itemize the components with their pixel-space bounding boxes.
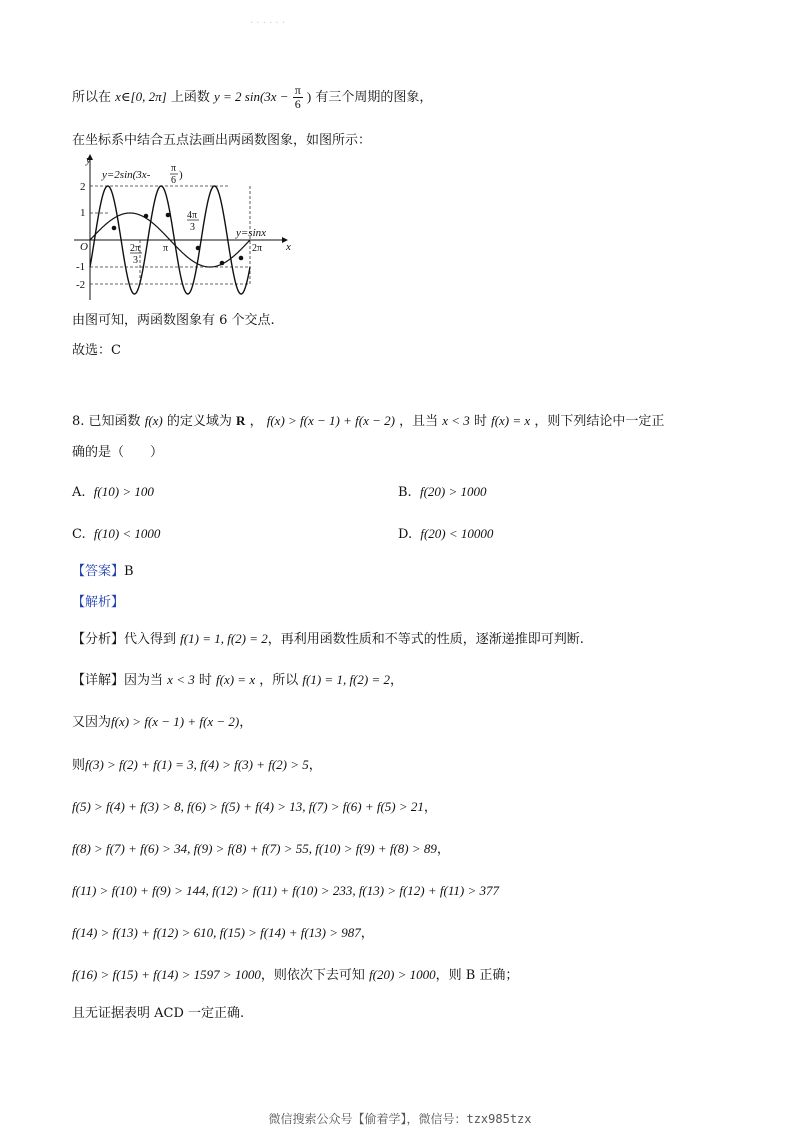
intro-close: ): [306, 89, 312, 104]
intro-prefix: 所以在: [72, 90, 112, 105]
question-condition: x < 3: [442, 413, 470, 428]
intersection-point: [166, 213, 171, 218]
option-c: [72, 525, 160, 544]
intro-line-1: [72, 84, 432, 111]
function-graph: [70, 152, 290, 302]
xiangjie-expr: f(1) = 1, f(2) = 2: [302, 672, 390, 687]
option-c-letter: C.: [72, 527, 86, 542]
fenxi-text-b: ，再利用函数性质和不等式的性质，逐渐递推即可判断.: [267, 632, 584, 647]
option-d: [398, 525, 493, 544]
step-prefix: 则: [72, 758, 86, 773]
curve1-label-num: π: [171, 163, 177, 174]
intro-fraction: [293, 84, 303, 111]
step-expr: f(3) > f(2) + f(1) = 3, f(4) > f(3) + f(2) > 5: [85, 757, 309, 772]
option-a: [72, 483, 154, 502]
xiangjie-eq: f(x) = x: [216, 672, 256, 687]
x-tick-4pi3-num: 4π: [187, 210, 198, 221]
xiangjie-text-d: ，: [390, 673, 404, 688]
x-tick-pi: π: [163, 243, 169, 254]
step-expr: f(x) > f(x − 1) + f(x − 2): [111, 714, 240, 729]
question-8-line-2: 确的是（ ）: [72, 445, 164, 460]
intro-domain-math: x∈[0, 2π]: [115, 89, 167, 104]
fenxi-line: [72, 630, 584, 649]
option-a-letter: A.: [72, 485, 86, 500]
origin-label: O: [80, 241, 88, 253]
graph-conclusion: 由图可知，两函数图象有 6 个交点.: [72, 313, 275, 328]
step-expr: f(8) > f(7) + f(6) > 34, f(9) > f(8) + f(7) > 55, f(10) > f(9) + f(8) > 89: [72, 841, 437, 856]
tick-y1: 1: [80, 207, 86, 219]
curve1-label: y=2sin(3x-: [102, 169, 151, 181]
curve2-label: y=sinx: [236, 227, 267, 239]
step-expr: f(14) > f(13) + f(12) > 610, f(15) > f(14) + f(13) > 987: [72, 925, 361, 940]
answer-tag: 【答案】: [72, 564, 125, 579]
step-line: [72, 798, 437, 817]
option-a-expr: f(10) > 100: [93, 484, 154, 499]
question-text-e: 时: [473, 414, 487, 429]
question-set-R: R: [236, 413, 246, 428]
step-suffix: ，: [423, 800, 437, 815]
tick-ym2: -2: [76, 279, 86, 291]
question-fx: f(x): [144, 413, 163, 428]
footer-watermark: 微信搜索公众号【偷着学】，微信号：tzx985tzx: [268, 1112, 532, 1126]
step-prefix: 又因为: [72, 715, 112, 730]
final-expr: f(16) > f(15) + f(14) > 1597 > 1000: [72, 967, 261, 982]
question-text-c: ，: [249, 414, 263, 429]
question-inequality: f(x) > f(x − 1) + f(x − 2): [266, 413, 395, 428]
x-axis-label: x: [286, 241, 291, 253]
intro-mid: 上函数: [170, 90, 210, 105]
question-text-b: 的定义域为: [166, 414, 232, 429]
tick-y2: 2: [80, 181, 86, 193]
step-suffix: ，: [436, 842, 450, 857]
intersection-point: [144, 214, 149, 219]
answer-line: [72, 563, 134, 581]
option-b-expr: f(20) > 1000: [419, 484, 487, 499]
xiangjie-cond: x < 3: [167, 672, 195, 687]
intro-suffix: 有三个周期的图象，: [315, 90, 433, 105]
step-line: [72, 882, 499, 901]
option-d-letter: D.: [398, 527, 413, 542]
xiangjie-text-b: 时: [198, 673, 212, 688]
y-axis-label: y: [86, 154, 91, 166]
step-suffix: ，: [360, 926, 374, 941]
xiangjie-text-a: 因为当: [124, 673, 164, 688]
step-line: [72, 924, 374, 943]
header-faint: · · · · · ·: [250, 18, 285, 29]
analysis-tag: [72, 594, 124, 612]
option-b: [398, 483, 487, 502]
fenxi-text-a: 代入得到: [124, 632, 177, 647]
step-suffix: ，: [308, 758, 322, 773]
tick-ym1: -1: [76, 261, 86, 273]
step-line: [72, 713, 252, 732]
question-number: 8.: [72, 414, 85, 429]
answer-value: B: [124, 564, 134, 579]
final-text-b: ，则 B 正确；: [435, 968, 519, 983]
question-text-a: 已知函数: [88, 414, 141, 429]
intersection-point: [220, 261, 225, 266]
final-line: [72, 966, 518, 985]
option-d-expr: f(20) < 10000: [420, 526, 494, 541]
step-expr: f(11) > f(10) + f(9) > 144, f(12) > f(11) + f(10) > 233, f(13) > f(12) + f(11) > 377: [72, 883, 499, 898]
final-text-a: ，则依次下去可知: [260, 968, 365, 983]
curve1-label-close: ): [179, 169, 183, 181]
intro-line-2: 在坐标系中结合五点法画出两函数图象，如图所示：: [72, 133, 372, 148]
question-8-line-1: [72, 412, 664, 431]
question-text-d: ，且当: [399, 414, 439, 429]
xiangjie-line: [72, 671, 403, 690]
option-c-expr: f(10) < 1000: [93, 526, 161, 541]
final-expr2: f(20) > 1000: [369, 967, 436, 982]
previous-answer: 故选：C: [72, 343, 121, 358]
intersection-point: [239, 256, 244, 261]
intro-fraction-den: 6: [294, 97, 301, 111]
analysis-tag-text: 【解析】: [72, 595, 125, 610]
fenxi-expr: f(1) = 1, f(2) = 2: [180, 631, 268, 646]
step-expr: f(5) > f(4) + f(3) > 8, f(6) > f(5) + f(4) > 13, f(7) > f(6) + f(5) > 21: [72, 799, 424, 814]
x-tick-2pi: 2π: [252, 243, 263, 254]
step-line: [72, 840, 450, 859]
step-suffix: ，: [239, 715, 253, 730]
intersection-point: [112, 226, 117, 231]
last-line: 且无证据表明 ACD 一定正确.: [72, 1006, 245, 1021]
xiangjie-tag: 【详解】: [72, 673, 125, 688]
question-equation: f(x) = x: [491, 413, 531, 428]
intersection-point: [196, 246, 201, 251]
x-tick-4pi3-den: 3: [190, 222, 195, 233]
intro-fraction-num: π: [294, 83, 301, 97]
intro-function: y = 2 sin(3x −: [213, 89, 289, 104]
question-text-f: ，则下列结论中一定正: [534, 414, 665, 429]
x-tick-2pi3-num: 2π: [130, 243, 141, 254]
step-line: [72, 756, 322, 775]
curve1-label-den: 6: [171, 175, 176, 186]
fenxi-tag: 【分析】: [72, 632, 125, 647]
xiangjie-text-c: ，所以: [259, 673, 299, 688]
x-tick-2pi3-den: 3: [133, 255, 138, 266]
option-b-letter: B.: [398, 485, 412, 500]
